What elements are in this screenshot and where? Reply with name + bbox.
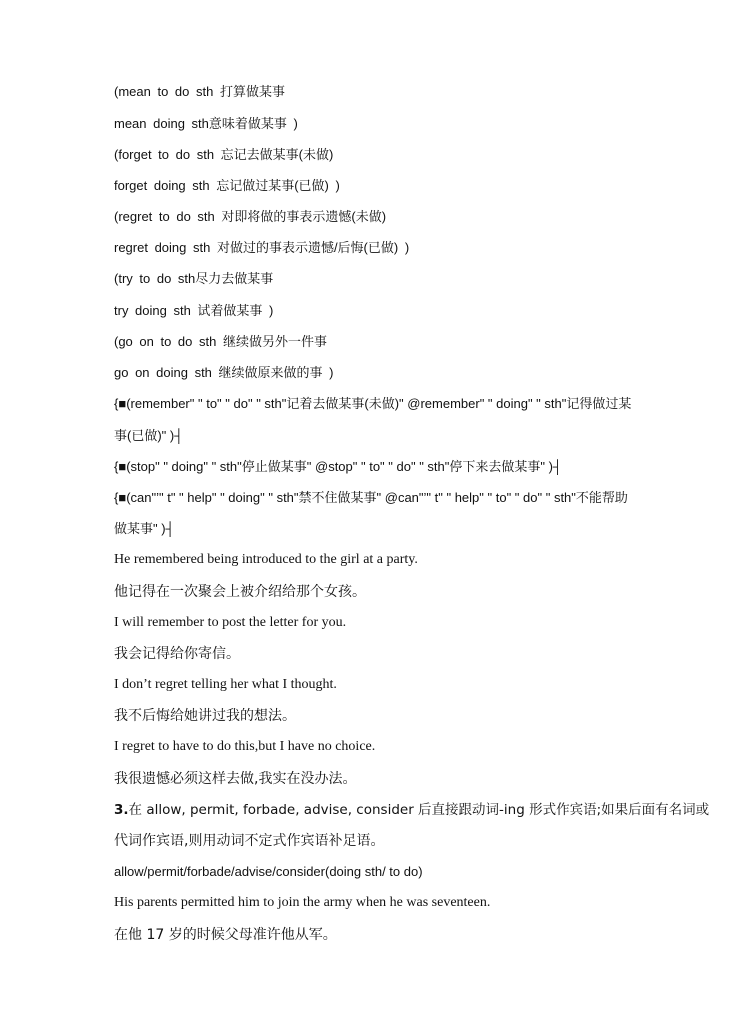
formula-line-cant-help-cont: 做某事" )┤ xyxy=(114,521,175,536)
example-zh-4: 我很遗憾必须这样去做,我实在没办法。 xyxy=(114,771,357,787)
example-en-2: I will remember to post the letter for you. xyxy=(114,615,347,630)
text-line-7: (try to do sth尽力去做某事 xyxy=(114,271,274,286)
example-en-4: I regret to have to do this,but I have no choice. xyxy=(114,739,376,754)
example-en-1: He remembered being introduced to the girl at a party. xyxy=(114,552,418,567)
text-line-6: regret doing sth 对做过的事表示遗憾/后悔(已做) ) xyxy=(114,240,410,255)
rule-3-text: 在 allow, permit, forbade, advise, consider 后直接跟动词-ing 形式作宾语;如果后面有名词或 xyxy=(128,802,710,818)
text-line-3: (forget to do sth 忘记去做某事(未做) xyxy=(114,147,334,162)
text-line-9: (go on to do sth 继续做另外一件事 xyxy=(114,334,327,349)
formula-line-stop: {■(stop" " doing" " sth"停止做某事" @stop" " to" " do" " sth"停下来去做某事" )┤ xyxy=(114,459,563,474)
example-zh-1: 他记得在一次聚会上被介绍给那个女孩。 xyxy=(114,584,366,600)
text-line-2: mean doing sth意味着做某事 ) xyxy=(114,116,298,131)
text-line-5: (regret to do sth 对即将做的事表示遗憾(未做) xyxy=(114,209,387,224)
rule-3-paragraph xyxy=(114,800,709,820)
rule-number: 3. xyxy=(114,802,129,818)
example-zh-2: 我会记得给你寄信。 xyxy=(114,646,240,662)
example-zh-3: 我不后悔给她讲过我的想法。 xyxy=(114,708,296,724)
verb-pattern-line: allow/permit/forbade/advise/consider(doing sth/ to do) xyxy=(114,864,423,879)
example-en-5: His parents permitted him to join the army when he was seventeen. xyxy=(114,895,491,910)
formula-line-cant-help: {■(can"’" t" " help" " doing" " sth"禁不住做某事" @can"’" t" " help" " to" " do" " sth"不能帮助 xyxy=(114,490,628,505)
formula-line-remember: {■(remember" " to" " do" " sth"记着去做某事(未做)" @remember" " doing" " sth"记得做过某 xyxy=(114,396,632,411)
rule-3-text-cont: 代词作宾语,则用动词不定式作宾语补足语。 xyxy=(114,833,385,849)
example-en-3: I don’t regret telling her what I thought. xyxy=(114,677,337,692)
text-line-8: try doing sth 试着做某事 ) xyxy=(114,303,274,318)
text-line-1: (mean to do sth 打算做某事 xyxy=(114,84,285,99)
formula-line-remember-cont: 事(已做)" )┤ xyxy=(114,428,184,443)
example-zh-5: 在他 17 岁的时候父母准许他从军。 xyxy=(114,927,337,943)
text-line-10: go on doing sth 继续做原来做的事 ) xyxy=(114,365,334,380)
text-line-4: forget doing sth 忘记做过某事(已做) ) xyxy=(114,178,340,193)
